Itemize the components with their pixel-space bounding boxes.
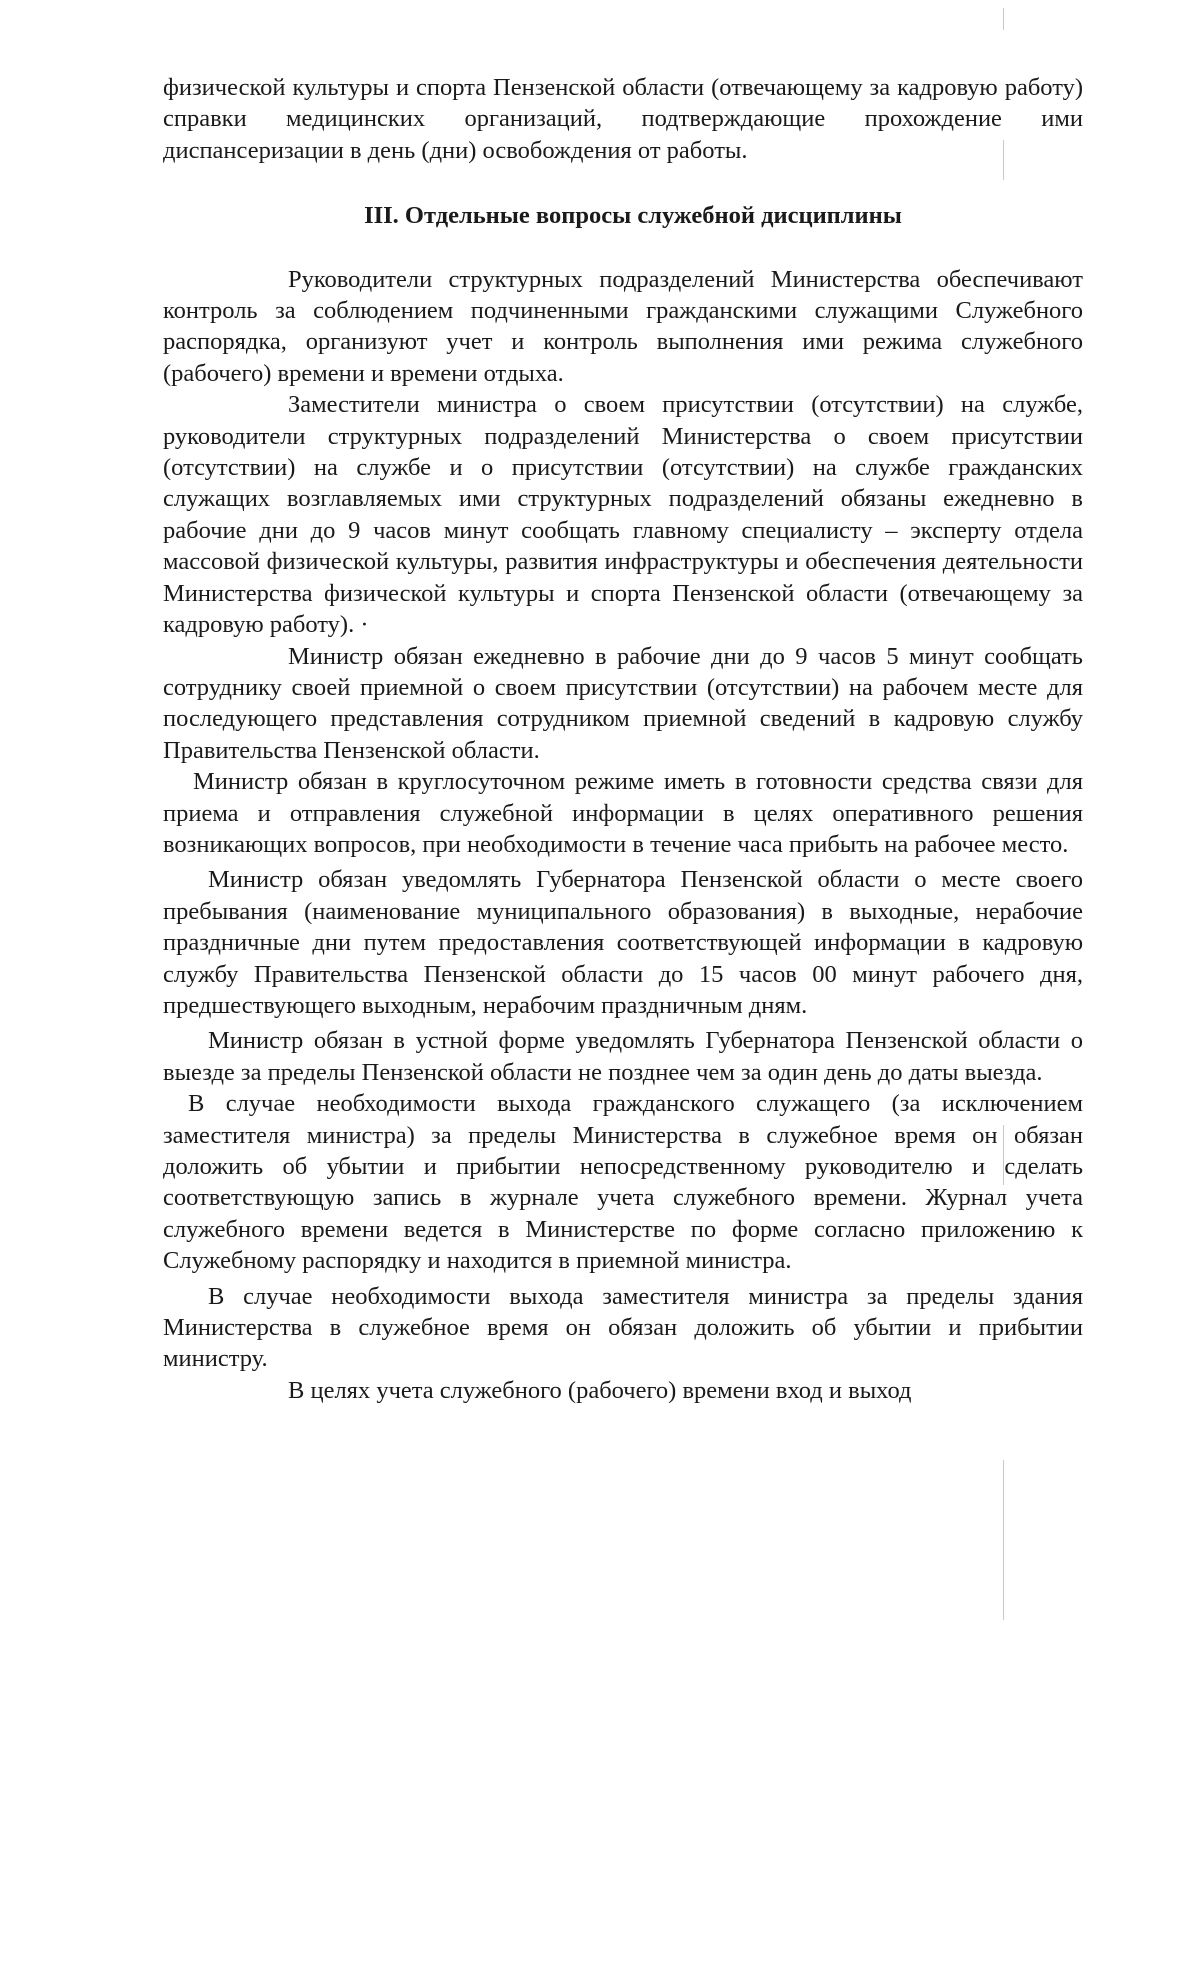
paragraph: В целях учета служебного (рабочего) времени вход и выход	[288, 1376, 912, 1404]
paragraph: Министр обязан ежедневно в рабочие дни до 9 часов 5 минут сообщать сотруднику своей приемной о своем присутствии (отсутствии) на рабочем месте для последующего представления сотрудником приемной сведений в кадровую службу Правительства Пензенской области.	[163, 642, 1083, 764]
section-heading: III. Отдельные вопросы служебной дисциплины	[364, 202, 902, 230]
paragraph: Руководители структурных подразделений Министерства обеспечивают контроль за соблюдением подчиненными гражданскими служащими Служебного распорядка, организуют учет и контроль выполнения ими режима служебного (рабочего) времени и времени отдыха.	[163, 265, 1083, 387]
scan-artifact	[1003, 8, 1004, 30]
paragraph: Министр обязан в устной форме уведомлять Губернатора Пензенской области о выезде за пределы Пензенской области не позднее чем за один день до даты выезда.	[163, 1027, 1083, 1086]
scan-artifact	[1003, 1460, 1004, 1620]
paragraph: Заместители министра о своем присутствии (отсутствии) на службе, руководители структурных подразделений Министерства о своем присутствии (отсутствии) на службе и о присутствии (отсутствии) на службе гражданских служащих возглавляемых ими структурных подразделений обязаны ежедневно в рабочие дни до 9 часов минут сообщать главному специалисту – эксперту отдела массовой физической культуры, развития инфраструктуры и обеспечения деятельности Министерства физической культуры и спорта Пензенской области (отвечающему за кадровую работу). ·	[163, 391, 1083, 639]
paragraph: В случае необходимости выхода заместителя министра за пределы здания Министерства в служебное время он обязан доложить об убытии и прибытии министру.	[163, 1282, 1083, 1373]
paragraph-continuation: физической культуры и спорта Пензенской области (отвечающему за кадровую работу) справки медицинских организаций, подтверждающие прохождение ими диспансеризации в день (дни) освобождения от работы.	[163, 74, 1083, 164]
paragraph: В случае необходимости выхода гражданского служащего (за исключением заместителя министра) за пределы Министерства в служебное время он обязан доложить об убытии и прибытии непосредственному руководителю и сделать соответствующую запись в журнале учета служебного времени. Журнал учета служебного времени ведется в Министерстве по форме согласно приложению к Служебному распорядку и находится в приемной министра.	[163, 1090, 1083, 1275]
document-body	[163, 72, 1083, 1406]
paragraph: Министр обязан уведомлять Губернатора Пензенской области о месте своего пребывания (наименование муниципального образования) в выходные, нерабочие праздничные дни путем предоставления соответствующей информации в кадровую службу Правительства Пензенской области до 15 часов 00 минут рабочего дня, предшествующего выходным, нерабочим праздничным дням.	[163, 866, 1083, 1019]
paragraph: Министр обязан в круглосуточном режиме иметь в готовности средства связи для приема и отправления служебной информации в целях оперативного решения возникающих вопросов, при необходимости в течение часа прибыть на рабочее место.	[163, 768, 1083, 858]
